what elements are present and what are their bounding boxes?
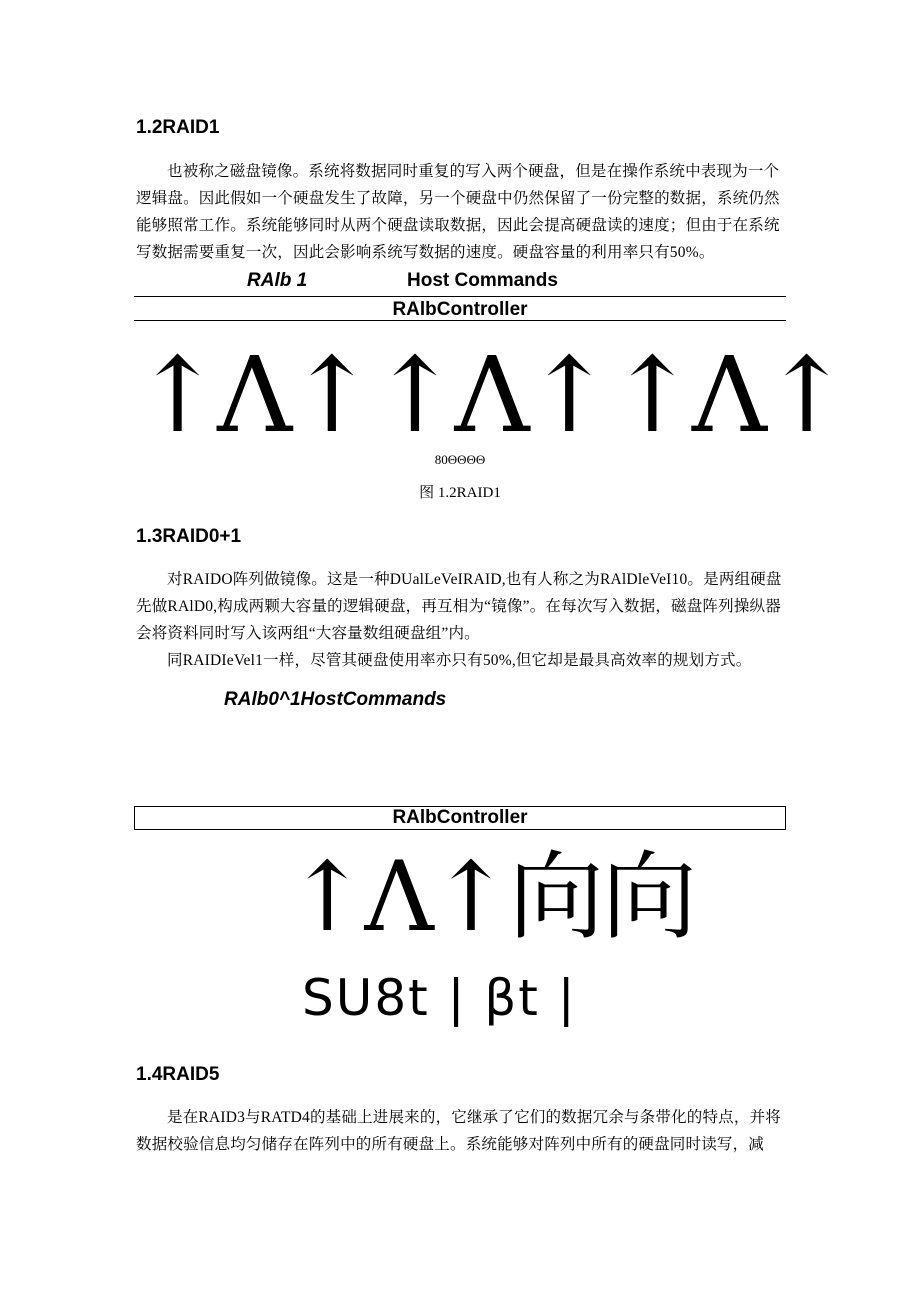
- paragraph-raid5: [136, 1104, 786, 1158]
- section-heading-raid5: 1.4RAID5: [136, 1064, 220, 1085]
- figure-raid1-top-rule: [134, 296, 786, 297]
- figure-raid01-controller-box: [134, 806, 786, 830]
- figure-raid01-controller: RAlbController: [392, 807, 528, 828]
- paragraph-raid01: [136, 566, 786, 674]
- figure-raid1-disk-labels: 80ΘΘΘΘ: [434, 452, 486, 467]
- figure-raid1-host-commands: Host Commands: [407, 270, 558, 291]
- paragraph-raid1: [136, 158, 786, 266]
- figure-raid1-arrows: ↑Λ↑↑Λ↑↑Λ↑: [134, 334, 847, 456]
- figure-raid01-arrows: ↑Λ↑向向: [287, 841, 695, 953]
- figure-raid01-bottom-text: SU8t | βt |: [302, 969, 577, 1027]
- section-heading-raid1: 1.2RAID1: [136, 117, 220, 138]
- figure-raid1-controller: RAlbController: [392, 299, 528, 320]
- figure-raid1-bottom-rule: [134, 320, 786, 321]
- section-heading-raid01: 1.3RAID0+1: [136, 526, 242, 547]
- figure-raid1-caption: 图 1.2RAID1: [419, 485, 501, 501]
- paragraph-raid5-text: 是在RAID3与RATD4的基础上进展来的，它继承了它们的数据冗余与条带化的特点，并将数据校验信息均匀储存在阵列中的所有硬盘上。系统能够对阵列中所有的硬盘同时读写，减: [136, 1109, 781, 1153]
- figure-raid01-label: RAlb0^1HostCommands: [224, 689, 447, 710]
- figure-raid1-label: RAlb 1: [247, 270, 308, 291]
- paragraph-raid1-text: 也被称之磁盘镜像。系统将数据同时重复的写入两个硬盘，但是在操作系统中表现为一个逻辑盘。因此假如一个硬盘发生了故障，另一个硬盘中仍然保留了一份完整的数据，系统仍然能够照常工作。系统能够同时从两个硬盘读取数据，因此会提高硬盘读的速度；但由于在系统写数据需要重复一次，因此会影响系统写数据的速度。硬盘容量的利用率只有50%。: [136, 163, 780, 261]
- paragraph-raid01-text-2: 同RAIDIeVel1一样，尽管其硬盘使用率亦只有50%,但它却是最具高效率的规划方式。: [167, 652, 752, 669]
- paragraph-raid01-text-1: 对RAIDO阵列做镜像。这是一种DUalLeVeIRAID,也有人称之为RAlDleVeI10。是两组硬盘先做RAlD0,构成两颗大容量的逻辑硬盘，再互相为“镜像”。在每次写入数据，磁盘阵列操纵器会将资料同时写入该两组“大容量数组硬盘组”内。: [136, 571, 782, 642]
